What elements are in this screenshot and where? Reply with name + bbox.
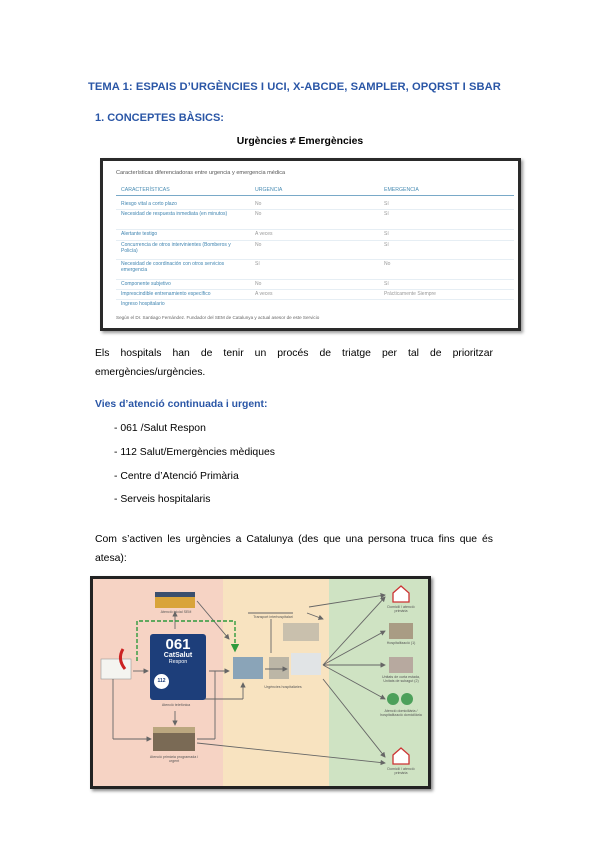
table-cell-emergencia: Sí (384, 231, 389, 237)
paragraph-activation-line1: Com s’activen les urgències a Catalunya (des que una persona truca fins que és (95, 534, 493, 545)
logo-respon: Respon (168, 659, 188, 665)
table-cell-feature: Imprescindible entrenamiento específico (121, 291, 211, 297)
table-cell-feature: Alertante testigo (121, 231, 158, 237)
page-title: TEMA 1: ESPAIS D’URGÈNCIES I UCI, X-ABCDE, SAMPLER, OPQRST I SBAR (88, 81, 501, 93)
table-cell-feature: Ingreso hospitalario (121, 301, 165, 307)
table-cell-feature: Componente subjetivo (121, 281, 171, 287)
table-cell-urgencia: No (255, 211, 262, 217)
table-cell-urgencia: No (255, 242, 262, 248)
subheading-vies: Vies d’atenció continuada i urgent: (95, 399, 268, 410)
paragraph-activation (95, 530, 493, 568)
table-caption: Urgències ≠ Emergències (236, 136, 364, 147)
catsalut-061-logo (150, 634, 206, 700)
paragraph-triage-line1: Els hospitals han de tenir un procés de triatge per tal de prioritzar (95, 348, 493, 359)
label-domicili-1: Domicili / atenció primària (387, 605, 415, 614)
comparison-table-image (100, 158, 521, 331)
label-transport: Transport interhospitalari (253, 615, 293, 619)
table-image-footer: Según el Dr. Santiago Fernández. Fundador del SEM de Catalunya y actual asesor de este Servicio (116, 315, 320, 320)
table-header-emergencia: EMERGENCIA (384, 187, 419, 193)
table-header-feature: CARACTERÍSTICAS (121, 187, 170, 193)
list-item: - Centre d’Atenció Primària (114, 471, 239, 482)
label-telefonica: Atenció telefònica (161, 703, 191, 707)
list-item: - 112 Salut/Emergències mèdiques (114, 447, 275, 458)
logo-catsalut: CatSalut (163, 652, 193, 659)
label-urgencies-hosp: Urgències hospitalàries (264, 685, 302, 689)
logo-061-number: 061 (165, 636, 191, 653)
table-cell-emergencia: Sí (384, 242, 389, 248)
table-cell-emergencia: Prácticamente Siempre (384, 291, 436, 297)
label-sem: Atenció inicial SEM (160, 610, 192, 614)
table-row-divider (116, 209, 514, 210)
list-item: - Serveis hospitalaris (114, 494, 211, 505)
table-cell-emergencia: Sí (384, 201, 389, 207)
table-row-divider (116, 240, 514, 241)
table-cell-urgencia: Sí (255, 261, 260, 267)
label-hospitalitzacio: Hospitalització (1) (386, 641, 416, 645)
label-atencio-domiciliaria: Atenció domiciliària / hospitalització domiciliària (380, 709, 422, 718)
table-row-divider (116, 229, 514, 230)
label-domicili-2: Domicili / atenció primària (387, 767, 415, 776)
emergency-flow-diagram (90, 576, 431, 789)
table-cell-feature: Necesidad de coordinación con otros servicios emergencia (121, 261, 225, 274)
table-cell-urgencia: A veces (255, 291, 273, 297)
table-cell-feature: Concurrencia de otros intervinientes (Bomberos y Policía) (121, 242, 231, 255)
table-row-divider (116, 289, 514, 290)
label-curta-estada: Unitats de curta estada, Unitats de subagut (2) (382, 675, 420, 684)
table-cell-urgencia: No (255, 281, 262, 287)
paragraph-triage (95, 344, 493, 382)
table-header-urgencia: URGENCIA (255, 187, 283, 193)
table-cell-emergencia: Sí (384, 281, 389, 287)
list-item: - 061 /Salut Respon (114, 423, 206, 434)
table-cell-feature: Necesidad de respuesta inmediata (en minutos) (121, 211, 228, 217)
table-cell-emergencia: No (384, 261, 391, 267)
table-image-title: Características diferenciadoras entre urgencia y emergencia médica (116, 170, 286, 176)
paragraph-activation-line2: atesa): (95, 553, 127, 564)
logo-112-badge: 112 (154, 674, 169, 689)
table-row-divider (116, 279, 514, 280)
paragraph-triage-line2: emergències/urgències. (95, 367, 206, 378)
table-cell-feature: Riesgo vital a corto plazo (121, 201, 177, 207)
table-cell-urgencia: A veces (255, 231, 273, 237)
table-cell-emergencia: Sí (384, 211, 389, 217)
table-row-divider (116, 259, 514, 260)
table-row-divider (116, 299, 514, 300)
table-cell-urgencia: No (255, 201, 262, 207)
section-title: 1. CONCEPTES BÀSICS: (95, 112, 224, 124)
table-header-rule (116, 195, 514, 196)
label-primaria: Atenció primària programada i urgent (149, 755, 199, 764)
